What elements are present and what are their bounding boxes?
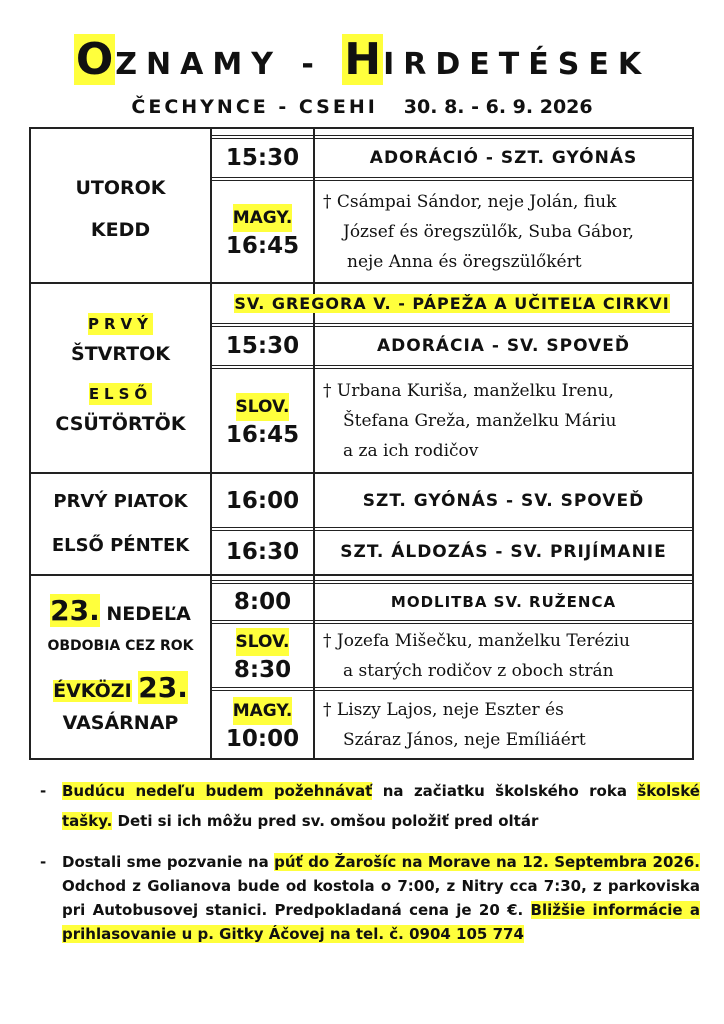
- time-cell: [212, 584, 313, 620]
- event-cell: [315, 139, 692, 177]
- day-hu: ELSŐ PÉNTEK: [51, 535, 190, 556]
- date-range: 30. 8. - 6. 9. 2026: [403, 96, 593, 118]
- time-cell: [212, 691, 313, 758]
- schedule-table: [29, 127, 694, 760]
- event-label: SZT. ÁLDOZÁS - SV. PRIJÍMANIE: [340, 541, 667, 562]
- event-cell: [315, 327, 692, 365]
- title-hirdetesek-rest: IRDETÉSEK: [383, 47, 651, 82]
- intention-line: † Liszy Lajos, neje Eszter és: [323, 699, 564, 720]
- first-badge-sk: PRVÝ: [87, 315, 153, 333]
- highlight-text: Bližšie informácie a prihlasovanie u p. Gitky Áčovej na tel. č. 0904 105 774: [62, 901, 701, 943]
- day-hu: CSÜTÖRTÖK: [55, 413, 186, 435]
- subtitle: [0, 92, 724, 122]
- highlight-text: školské tašky.: [62, 782, 700, 830]
- feast-cell: [212, 284, 692, 323]
- note-text: Dostali sme pozvanie na: [62, 853, 275, 871]
- language-badge: MAGY.: [233, 204, 293, 232]
- title-oznamy-rest: ZNAMY: [115, 47, 282, 82]
- day-sk: NEDEĽA: [106, 603, 191, 625]
- title-initial-h: H: [344, 34, 382, 85]
- day-tuesday: [31, 135, 210, 282]
- time-cell: [212, 181, 313, 282]
- time: 8:30: [233, 656, 292, 683]
- page-title: [0, 30, 724, 95]
- announcement-1: [40, 776, 700, 836]
- week-number-sk: 23.: [50, 594, 100, 627]
- time: 10:00: [225, 725, 300, 752]
- event-label: MODLITBA SV. RUŽENCA: [390, 593, 617, 611]
- day-sk: ŠTVRTOK: [71, 343, 170, 365]
- time-cell: [212, 624, 313, 687]
- intention-line: József és öregszülők, Suba Gábor,: [343, 221, 634, 242]
- event-cell: [315, 584, 692, 620]
- time-cell: [212, 369, 313, 472]
- highlight-text: Budúcu nedeľu budem požehnávať: [62, 782, 373, 800]
- event-cell: [315, 529, 692, 574]
- bullet-dash: -: [40, 782, 47, 800]
- note-text: Deti si ich môžu pred sv. omšou položiť pred oltár: [112, 812, 539, 830]
- intention-line: a starých rodičov z oboch strán: [343, 660, 614, 681]
- evkozi-label: ÉVKÖZI: [53, 680, 132, 702]
- intention-line: † Csámpai Sándor, neje Jolán, fiuk: [323, 191, 617, 212]
- mass-intention: [315, 691, 692, 758]
- day-friday: [31, 474, 210, 574]
- feast-label: SV. GREGORA V. - PÁPEŽA A UČITEĽA CIRKVI: [234, 294, 670, 313]
- place-name: ČECHYNCE - CSEHI: [131, 96, 378, 118]
- day-hu: KEDD: [90, 218, 151, 241]
- period-sk: OBDOBIA CEZ ROK: [47, 638, 194, 654]
- intention-line: Száraz János, neje Emíliáért: [343, 729, 586, 750]
- language-badge: SLOV.: [236, 393, 290, 421]
- week-number-hu: 23.: [138, 671, 188, 704]
- intention-line: Štefana Greža, manželku Máriu: [343, 410, 617, 431]
- announcement-2: [40, 850, 700, 946]
- intention-line: † Urbana Kuriša, manželku Irenu,: [323, 380, 614, 401]
- time: 16:45: [225, 421, 300, 448]
- day-sk: PRVÝ PIATOK: [53, 491, 188, 512]
- time: 16:00: [225, 487, 300, 514]
- time: 15:30: [225, 145, 300, 171]
- day-sunday: [31, 576, 210, 758]
- language-badge: SLOV.: [236, 628, 290, 656]
- bullet-dash: -: [40, 853, 47, 871]
- note-text: Odchod z Golianova bude od kostola o 7:00, z Nitry cca 7:30, z parkoviska pri Autobusovej stanici. Predpokladaná cena je 20 €.: [62, 877, 700, 919]
- highlight-text: púť do Žarošíc na Morave na 12. Septembra 2026.: [274, 853, 700, 871]
- intention-line: a za ich rodičov: [343, 440, 479, 461]
- day-sk: UTOROK: [75, 176, 166, 199]
- mass-intention: [315, 181, 692, 282]
- title-separator: -: [281, 47, 343, 82]
- time-cell: [212, 474, 313, 527]
- first-badge-hu: ELSŐ: [88, 385, 153, 403]
- time-cell: [212, 529, 313, 574]
- intention-line: neje Anna és öregszülőkért: [347, 251, 582, 272]
- note-text: na začiatku školského roka: [372, 782, 627, 800]
- event-label: SZT. GYÓNÁS - SV. SPOVEĎ: [362, 490, 645, 511]
- time: 8:00: [233, 589, 292, 615]
- time-cell: [212, 139, 313, 177]
- event-label: ADORÁCIA - SV. SPOVEĎ: [377, 336, 630, 356]
- mass-intention: [315, 624, 692, 687]
- event-cell: [315, 474, 692, 527]
- language-badge: MAGY.: [233, 697, 293, 725]
- time-cell: [212, 327, 313, 365]
- mass-intention: [315, 369, 692, 472]
- title-initial-o: O: [75, 34, 114, 85]
- time: 16:30: [225, 538, 300, 565]
- intention-line: † Jozefa Mišečku, manželku Teréziu: [323, 630, 630, 651]
- day-thursday: [31, 284, 210, 472]
- event-label: ADORÁCIÓ - SZT. GYÓNÁS: [369, 148, 638, 168]
- time: 16:45: [225, 232, 300, 259]
- time: 15:30: [225, 333, 300, 359]
- day-hu: VASÁRNAP: [62, 712, 179, 734]
